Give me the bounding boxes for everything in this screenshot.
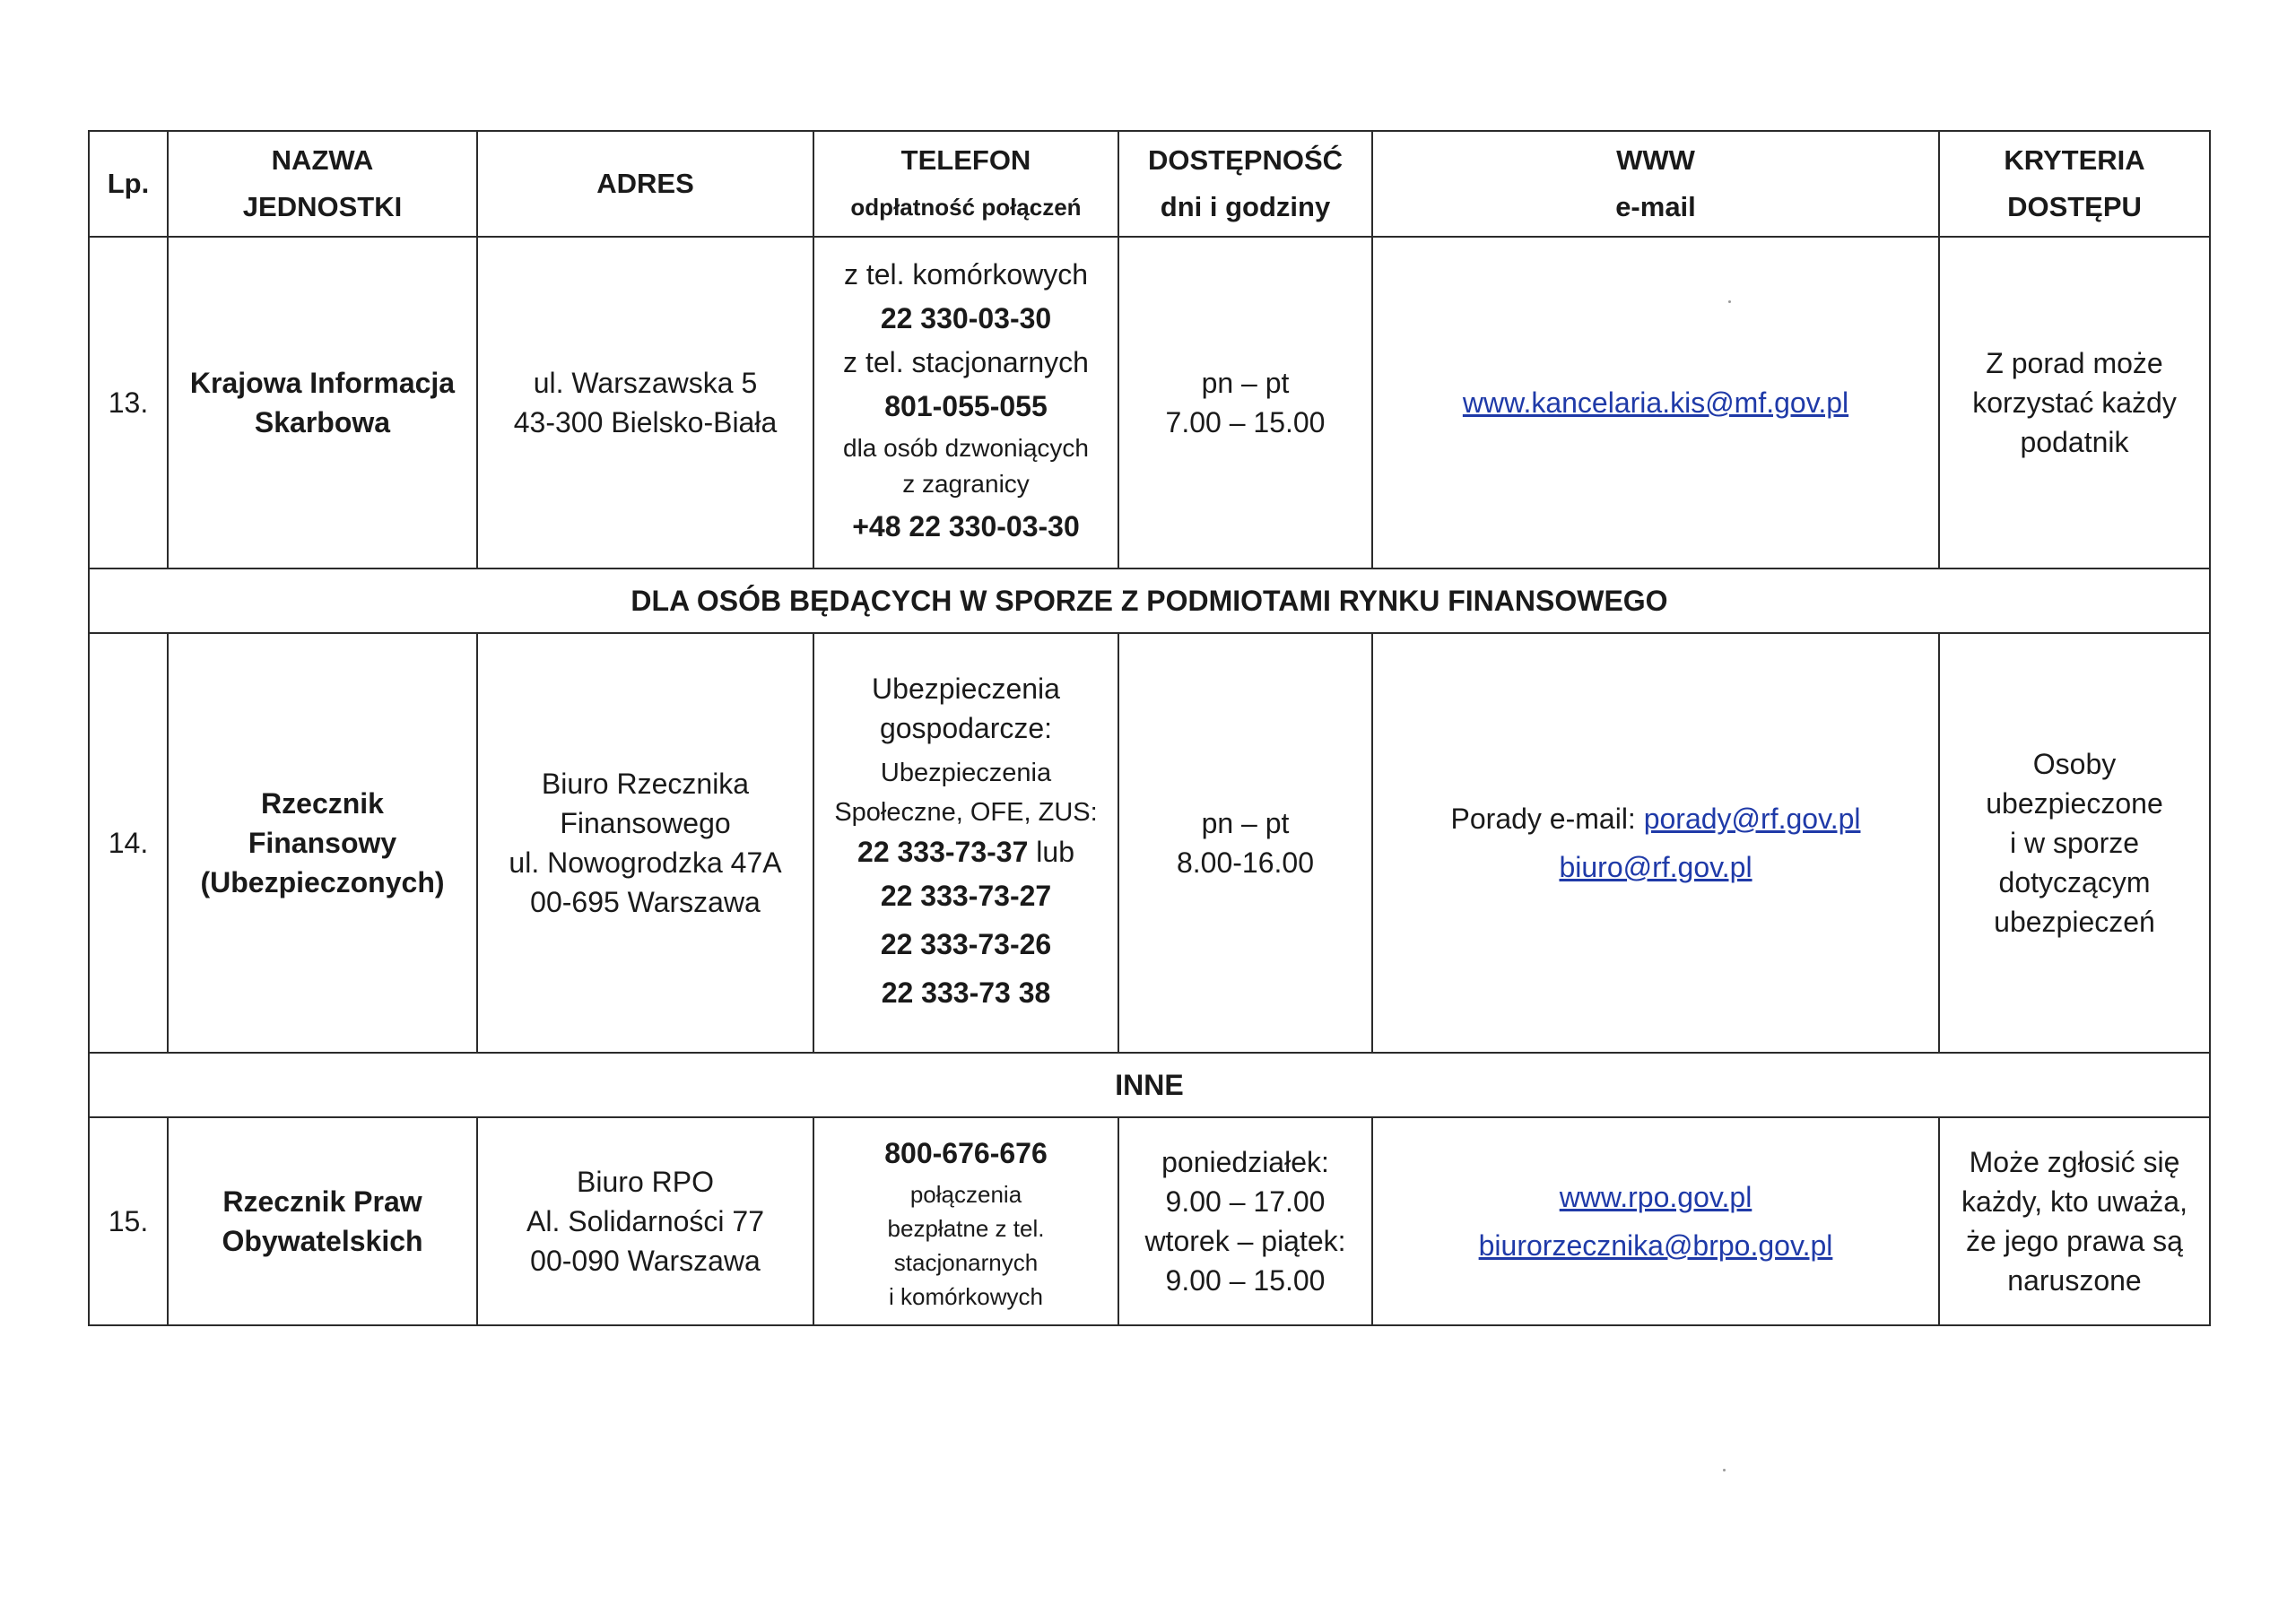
table-row	[89, 633, 2210, 1053]
header-phone: TELEFON odpłatność połączeń	[813, 131, 1118, 237]
unit-hours: pn – pt 7.00 – 15.00	[1118, 237, 1372, 568]
section-title: DLA OSÓB BĘDĄCYCH W SPORZE Z PODMIOTAMI RYNKU FINANSOWEGO	[89, 568, 2210, 633]
section-row	[89, 1053, 2210, 1117]
unit-phone: z tel. komórkowych 22 330-03-30 z tel. stacjonarnych 801-055-055 dla osób dzwoniących z zagranicy +48 22 330-03-30	[813, 237, 1118, 568]
unit-address: ul. Warszawska 5 43-300 Bielsko-Biała	[477, 237, 813, 568]
header-www: WWW e-mail	[1372, 131, 1939, 237]
unit-www	[1372, 1117, 1939, 1325]
unit-name: Krajowa Informacja Skarbowa	[168, 237, 477, 568]
unit-name: Rzecznik Finansowy (Ubezpieczonych)	[168, 633, 477, 1053]
unit-phone: Ubezpieczenia gospodarcze: Ubezpieczenia Społeczne, OFE, ZUS: 22 333-73-37 lub 22 333-73-27 22 333-73-26 22 333-73 38	[813, 633, 1118, 1053]
www-link[interactable]: www.kancelaria.kis@mf.gov.pl	[1462, 386, 1849, 419]
unit-criteria: Osoby ubezpieczone i w sporze dotyczącym ubezpieczeń	[1939, 633, 2210, 1053]
table-row	[89, 237, 2210, 568]
scan-speck	[1723, 1469, 1726, 1471]
row-number: 14.	[89, 633, 168, 1053]
header-criteria: KRYTERIA DOSTĘPU	[1939, 131, 2210, 237]
header-availability: DOSTĘPNOŚĆ dni i godziny	[1118, 131, 1372, 237]
email-link[interactable]: biurorzecznika@brpo.gov.pl	[1478, 1229, 1833, 1262]
header-lp: Lp.	[89, 131, 168, 237]
unit-phone: 800-676-676 połączenia bezpłatne z tel. stacjonarnych i komórkowych	[813, 1117, 1118, 1325]
unit-address: Biuro RPO Al. Solidarności 77 00-090 Warszawa	[477, 1117, 813, 1325]
unit-criteria: Może zgłosić się każdy, kto uważa, że jego prawa są naruszone	[1939, 1117, 2210, 1325]
unit-www: Porady e-mail: porady@rf.gov.pl biuro@rf.gov.pl	[1372, 633, 1939, 1053]
row-number: 13.	[89, 237, 168, 568]
table-row	[89, 1117, 2210, 1325]
unit-address: Biuro Rzecznika Finansowego ul. Nowogrodzka 47A 00-695 Warszawa	[477, 633, 813, 1053]
email-link[interactable]: biuro@rf.gov.pl	[1559, 851, 1752, 883]
email-link[interactable]: porady@rf.gov.pl	[1643, 803, 1861, 835]
unit-name: Rzecznik Praw Obywatelskich	[168, 1117, 477, 1325]
institutions-table	[88, 130, 2211, 1326]
scan-speck	[1728, 300, 1731, 303]
header-row	[89, 131, 2210, 237]
unit-www	[1372, 237, 1939, 568]
www-link[interactable]: www.rpo.gov.pl	[1559, 1181, 1752, 1213]
unit-hours: poniedziałek: 9.00 – 17.00 wtorek – piątek: 9.00 – 15.00	[1118, 1117, 1372, 1325]
row-number: 15.	[89, 1117, 168, 1325]
section-row	[89, 568, 2210, 633]
header-address: ADRES	[477, 131, 813, 237]
unit-criteria: Z porad może korzystać każdy podatnik	[1939, 237, 2210, 568]
section-title: INNE	[89, 1053, 2210, 1117]
unit-hours: pn – pt 8.00-16.00	[1118, 633, 1372, 1053]
header-name: NAZWA JEDNOSTKI	[168, 131, 477, 237]
